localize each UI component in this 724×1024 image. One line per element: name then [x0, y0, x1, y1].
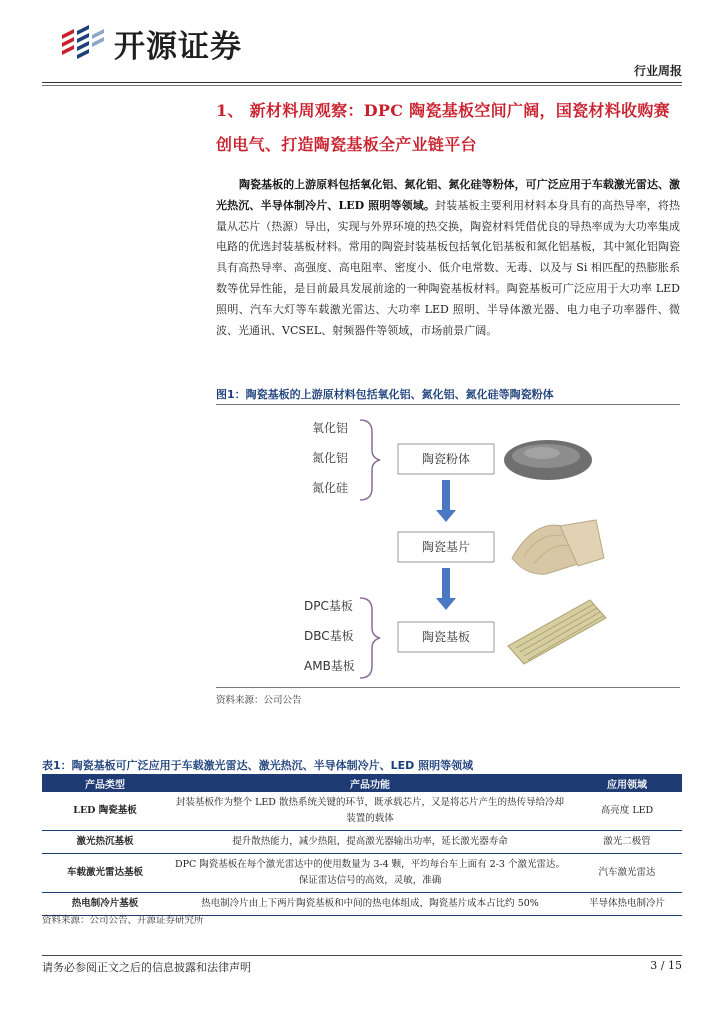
- table-cell-application: 激光二极管: [572, 831, 682, 854]
- table-header-row: [42, 774, 682, 792]
- table-cell-application: 半导体热电制冷片: [572, 893, 682, 916]
- table-header-cell: 产品功能: [168, 774, 572, 792]
- materials-brace: [360, 420, 380, 500]
- stage-label-substrate: 陶瓷基板: [421, 630, 471, 644]
- section-title-line2: 创电气、打造陶瓷基板全产业链平台: [216, 135, 477, 154]
- application-table: [42, 774, 682, 916]
- substrate-type-label: DBC基板: [304, 629, 354, 643]
- sheet-image: [512, 520, 604, 574]
- stage-label-sheet: 陶瓷基片: [421, 540, 471, 554]
- table-cell-function: 热电制冷片由上下两片陶瓷基板和中间的热电体组成，陶瓷基片成本占比约 50%: [168, 893, 572, 916]
- brand-logo-icon: [58, 21, 108, 65]
- raw-material-label: 氧化铝: [312, 421, 349, 435]
- substrate-type-label: DPC基板: [304, 599, 353, 613]
- brand-name: 开源证券: [114, 28, 242, 65]
- footer-disclaimer: 请务必参阅正文之后的信息披露和法律声明: [42, 961, 251, 974]
- body-lead-bold: 陶瓷基板的上游原料包括氧化铝、氮化铝、氮化硅等粉体，可广泛应用于车载激光雷达、激光热沉、半导体制冷片、LED 照明等领域。: [216, 178, 680, 212]
- flow-arrow: [436, 480, 456, 522]
- body-text: 封装基板主要利用材料本身具有的高热导率，将热量从芯片（热源）导出，实现与外界环境的热交换，陶瓷材料凭借优良的导热率成为大功率集成电路的优选封装基板材料。常用的陶瓷封装基板包括氧化铝基板和氮化铝基板，其中氮化铝陶瓷具有高热导率、高强度、高电阻率、密度小、低介电常数、无毒、以及与 Si 相匹配的热膨胀系数等优异性能，是目前最具发展前途的一种陶瓷基板材料。陶瓷基板可广泛应用于大功率 LED 照明、汽车大灯等车载激光雷达、大功率 LED 照明、半导体激光器、电力电子功率器件、微波、光通讯、VCSEL、射频器件等领域，市场前景广阔。: [216, 198, 680, 337]
- stage-label-powder: 陶瓷粉体: [421, 452, 471, 466]
- table-cell-type: LED 陶瓷基板: [42, 792, 168, 831]
- header-divider: [42, 82, 682, 83]
- footer-divider: [42, 955, 682, 956]
- page-number: 3 / 15: [650, 959, 682, 972]
- brand-logo: [58, 20, 288, 66]
- table-cell-type: 激光热沉基板: [42, 831, 168, 854]
- substrate-image: [508, 600, 606, 664]
- table-cell-type: 热电制冷片基板: [42, 893, 168, 916]
- figure-title: 图1：陶瓷基板的上游原材料包括氧化铝、氮化铝、氮化硅等陶瓷粉体: [216, 388, 554, 401]
- figure-bottom-rule: [216, 687, 680, 688]
- substrate-type-label: AMB基板: [304, 659, 355, 673]
- table-cell-function: 提升散热能力，减少热阻，提高激光器输出功率，延长激光器寿命: [168, 831, 572, 854]
- body-paragraph: [216, 175, 680, 341]
- header-divider-thin: [42, 85, 682, 86]
- figure-top-rule: [216, 404, 680, 405]
- table-row: [42, 831, 682, 854]
- table-cell-type: 车载激光雷达基板: [42, 854, 168, 893]
- table-header-cell: 产品类型: [42, 774, 168, 792]
- raw-material-label: 氮化铝: [312, 451, 349, 465]
- table-cell-application: 高亮度 LED: [572, 792, 682, 831]
- substrate-brace: [360, 598, 380, 678]
- section-title-line1: 1、 新材料周观察：DPC 陶瓷基板空间广阔，国瓷材料收购赛: [216, 101, 670, 120]
- flow-arrow: [436, 568, 456, 610]
- table-source: 资料来源：公司公告、开源证券研究所: [42, 915, 204, 926]
- raw-material-label: 氮化硅: [312, 481, 349, 495]
- table-title: 表1：陶瓷基板可广泛应用于车载激光雷达、激光热沉、半导体制冷片、LED 照明等领域: [42, 759, 474, 772]
- figure-source: 资料来源：公司公告: [216, 695, 302, 706]
- report-type: 行业周报: [633, 64, 682, 78]
- table-cell-function: 封装基板作为整个 LED 散热系统关键的环节，既承载芯片，又是将芯片产生的热传导给冷却装置的载体: [168, 792, 572, 831]
- table-cell-function: DPC 陶瓷基板在每个激光雷达中的使用数量为 3-4 颗，平均每台车上面有 2-3 个激光雷达。保证雷达信号的高效，灵敏，准确: [168, 854, 572, 893]
- table-header-cell: 应用领域: [572, 774, 682, 792]
- table-row: [42, 854, 682, 893]
- process-diagram: [216, 408, 680, 686]
- table-row: [42, 792, 682, 831]
- table-cell-application: 汽车激光雷达: [572, 854, 682, 893]
